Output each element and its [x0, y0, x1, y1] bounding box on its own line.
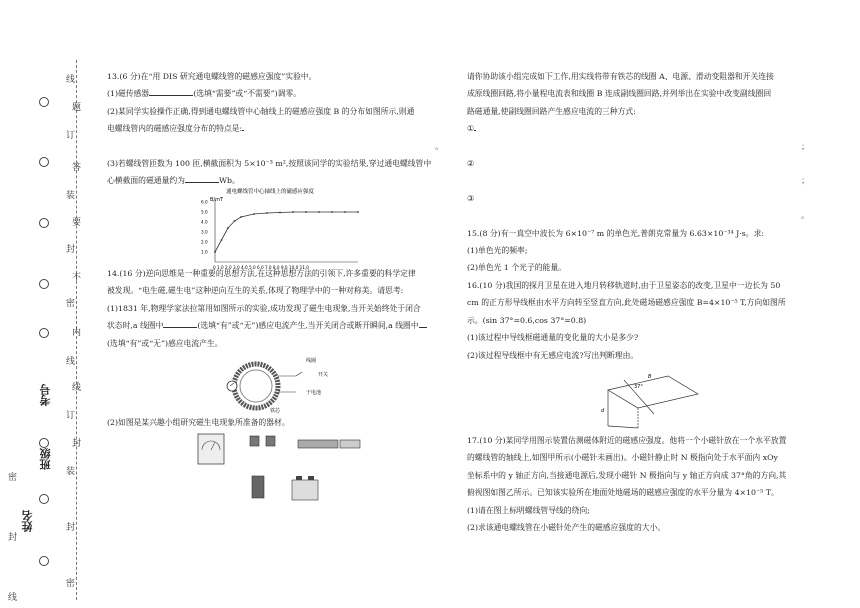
q17-part2: (2)求该通电螺线管在小磁针处产生的磁感应强度的大小。 — [467, 523, 666, 533]
binding-hole — [39, 157, 49, 167]
q14-title: 14.(16 分)逆向思维是一种重要的思想方法,在这种思想方法的引领下,许多重要的科学定律 — [107, 269, 416, 278]
q17-part1: (1)请在图上标明螺线管导线的绕向; — [467, 505, 590, 515]
horizontal-frame — [608, 376, 698, 408]
q14-part1-b: 状态时,a 线圈中 (选填“有”或“无”)感应电流产生,当开关闭合或断开瞬间,a 线圈中 — [107, 317, 452, 334]
binding-char: 线 — [66, 357, 76, 367]
q17-c: 俯视图如图乙所示。已知该实验所在地面处地磁场的磁感应强度的水平分量为 4×10⁻⁵ T。 — [467, 488, 779, 498]
answer-option-1-end[interactable]: ； — [801, 141, 809, 151]
answer-option-2: ② — [467, 159, 474, 169]
answer-option-3-end[interactable]: 。 — [801, 211, 809, 221]
answer-blank[interactable] — [149, 95, 193, 96]
chart-series-line — [215, 212, 358, 252]
chart-point — [279, 212, 281, 214]
chart-y-tick: 4.0 — [201, 219, 208, 225]
q14-part1: (1)1831 年,物理学家法拉第用如图所示的实验,成功发现了磁生电现象,当开关始终处于闭合 — [107, 303, 421, 313]
right-column-q17 — [467, 432, 827, 536]
binding-margin — [0, 0, 95, 608]
core-label: 铁芯 — [270, 408, 281, 414]
answer-blank[interactable] — [242, 130, 244, 131]
chart-y-tick: 3.0 — [201, 229, 208, 235]
binding-hole — [39, 97, 49, 107]
solenoid-icon — [252, 476, 264, 498]
chart-point — [305, 211, 307, 213]
binding-char: 装 — [66, 467, 76, 477]
q16-part1: (1)该过程中导线框磁通量的变化量的大小是多少? — [467, 333, 639, 343]
answer-blank[interactable] — [163, 327, 197, 328]
binding-hole — [39, 328, 49, 338]
faraday-coil-figure — [226, 354, 386, 414]
q17-b: 坐标系中的 y 轴正方向,当接通电源后,发现小磁针 N 极指向与 y 轴正方向成 37°角的方向,其 — [467, 470, 787, 480]
binding-char: 密 — [66, 579, 76, 589]
chart-point — [318, 211, 320, 213]
answer-option-1: ① — [467, 124, 474, 134]
binding-char: 封 — [66, 523, 76, 533]
chart-y-tick: 1.0 — [201, 249, 208, 255]
equipment-figure — [190, 430, 380, 510]
chart-point — [331, 211, 333, 213]
switch-icon — [296, 372, 302, 376]
binding-char: 订 — [66, 131, 76, 141]
q16-part2: (2)该过程导线框中有无感应电流?写出判断理由。 — [467, 350, 639, 360]
switch-label: 开关 — [318, 372, 329, 378]
q14-part2: (2)如图是某兴趣小组研究磁生电现象所准备的器材。 — [107, 418, 290, 427]
binding-char: 线 — [72, 383, 82, 393]
q14-part1-c: (选填“有”或“无”)感应电流产生。 — [107, 338, 223, 348]
binding-char: 订 — [66, 411, 76, 421]
binding-hole — [39, 218, 49, 228]
chart-point — [214, 251, 216, 253]
q14-cont-3: 路磁通量,使副线圈回路产生感应电流的三种方式: — [467, 106, 636, 116]
chart-x-ticks: 0 1.0 2.0 3.0 4.0 5.0 6.0 7.0 8.0 9.0 10.0 11.0 — [213, 265, 309, 270]
chart-y-tick: 6.0 — [201, 199, 208, 205]
chart-point — [234, 220, 236, 222]
binding-hole — [39, 494, 49, 504]
binding-char: 线 — [8, 593, 18, 603]
q15-part1: (1)单色光的频率; — [467, 246, 528, 256]
binding-char: 答 — [72, 163, 82, 173]
binding-char: 装 — [66, 191, 76, 201]
chart-point — [357, 211, 359, 213]
left-column — [107, 68, 447, 190]
chart-point — [240, 216, 242, 218]
wire-frame-figure — [598, 368, 708, 430]
q16-title: 16.(10 分)我国的探月卫星在进入地月转移轨道时,由于卫星姿态的改变,卫星中一边长为 50 — [467, 280, 781, 290]
binding-char: 不 — [72, 273, 82, 283]
answer-option-3: ③ — [467, 193, 474, 203]
q15-title: 15.(8 分)有一真空中波长为 6×10⁻⁷ m 的单色光,普朗克常量为 6.63×10⁻³⁴ J·s。求: — [467, 228, 764, 238]
coil-b-icon — [266, 436, 275, 446]
chart-point — [266, 212, 268, 214]
binding-char: 要 — [72, 218, 82, 228]
chart-point — [344, 211, 346, 213]
q13-part2: (2)某同学实验操作正确,得到通电螺线管中心轴线上的磁感应强度 B 的分布如图所示,则通 — [107, 106, 415, 116]
answer-blank[interactable] — [419, 327, 427, 328]
q17-a: 的螺线管的轴线上,如图甲所示(小磁针未画出)。小磁针静止时 N 极指向处于水平面内 xOy — [467, 453, 778, 463]
chart-title: 通电螺线管中心轴线上的磁感应强度 — [226, 189, 315, 195]
binding-hole — [39, 438, 49, 448]
q14-intro: 被发现。“电生磁,磁生电”这种逆向互生的关系,体现了物理学中的一种对称美。请思考: — [107, 286, 404, 296]
chart-point — [253, 213, 255, 215]
class-label: 班级 — [39, 448, 52, 470]
q13-part2-b: 电螺线管内的磁感应强度分布的特点是: — [107, 124, 243, 134]
right-column — [467, 68, 827, 364]
binding-char: 题 — [72, 103, 82, 113]
q14-cont-2: 成原线圈回路,将小量程电流表和线圈 B 连成副线圈回路,并列举出在实验中改变副线圈回 — [467, 89, 772, 99]
q14-cont-1: 请你协助该小组完成如下工作,用实线将带有铁芯的线圈 A、电源、滑动变阻器和开关连接 — [467, 72, 774, 81]
left-column-q14-2 — [107, 414, 447, 431]
binding-char: 封 — [66, 245, 76, 255]
q13-title: 13.(6 分)在“用 DIS 研究通电螺线管的磁感应强度”实验中。 — [107, 72, 317, 81]
chart-y-tick: 2.0 — [201, 239, 208, 245]
q13-part3: (3)若螺线管匝数为 100 匝,横截面积为 5×10⁻³ m²,按照该同学的实验结果,穿过通电螺线管中 — [107, 159, 432, 169]
binding-char: 封 — [72, 439, 82, 449]
binding-char: 密 — [8, 473, 18, 483]
battery-pack-icon — [292, 480, 318, 500]
coil-label: 线圈 — [306, 358, 317, 364]
b-label: B — [648, 374, 652, 380]
chart-point — [292, 211, 294, 213]
q13-part3-b: 心横截面的磁通量约为 Wb。 — [107, 176, 240, 186]
exam-number-label: 考号 — [39, 384, 52, 406]
d-label: d — [601, 408, 605, 414]
answer-option-2-end[interactable]: ； — [801, 176, 809, 186]
binding-char: 封 — [8, 533, 18, 543]
left-column-q14 — [107, 265, 452, 352]
chart-point — [227, 227, 229, 229]
chart-unit: B/mT — [210, 197, 224, 203]
q15-part2: (2)单色光 1 个光子的能量。 — [467, 263, 566, 273]
chart-point — [221, 239, 223, 241]
binding-hole — [39, 279, 49, 289]
binding-char: 密 — [66, 299, 76, 309]
binding-char: 线 — [66, 75, 76, 85]
magnetic-field-chart — [200, 186, 360, 270]
q16-b: 示。(sin 37°=0.6,cos 37°=0.8) — [467, 315, 587, 325]
answer-blank[interactable] — [185, 182, 219, 183]
q13-part2-end: 。 — [435, 141, 443, 151]
switch-icon — [340, 440, 360, 448]
iron-core-ring — [240, 370, 272, 402]
binding-char: 内 — [72, 328, 82, 338]
chart-y-tick: 5.0 — [201, 209, 208, 215]
rheostat-icon — [298, 440, 338, 448]
binding-hole — [39, 556, 49, 566]
coil-a-icon — [250, 436, 259, 446]
iron-ring-coil — [234, 364, 278, 408]
q13-part1: (1)磁传感器 (选填“需要”或“不需要”)调零。 — [107, 89, 302, 99]
q17-title: 17.(10 分)某同学用图示装置估测磁体附近的磁感应强度。他将一个小磁针放在一个水平放置 — [467, 436, 787, 445]
battery-label: 干电池 — [306, 390, 322, 396]
galvanometer-icon — [227, 381, 237, 391]
name-label: 姓名 — [21, 510, 34, 532]
q16-a: cm 的正方形导线框由水平方向转至竖直方向,此处磁场磁感应强度 B=4×10⁻⁵ T,方向如图所 — [467, 298, 786, 308]
angle-label: 37° — [634, 384, 643, 390]
